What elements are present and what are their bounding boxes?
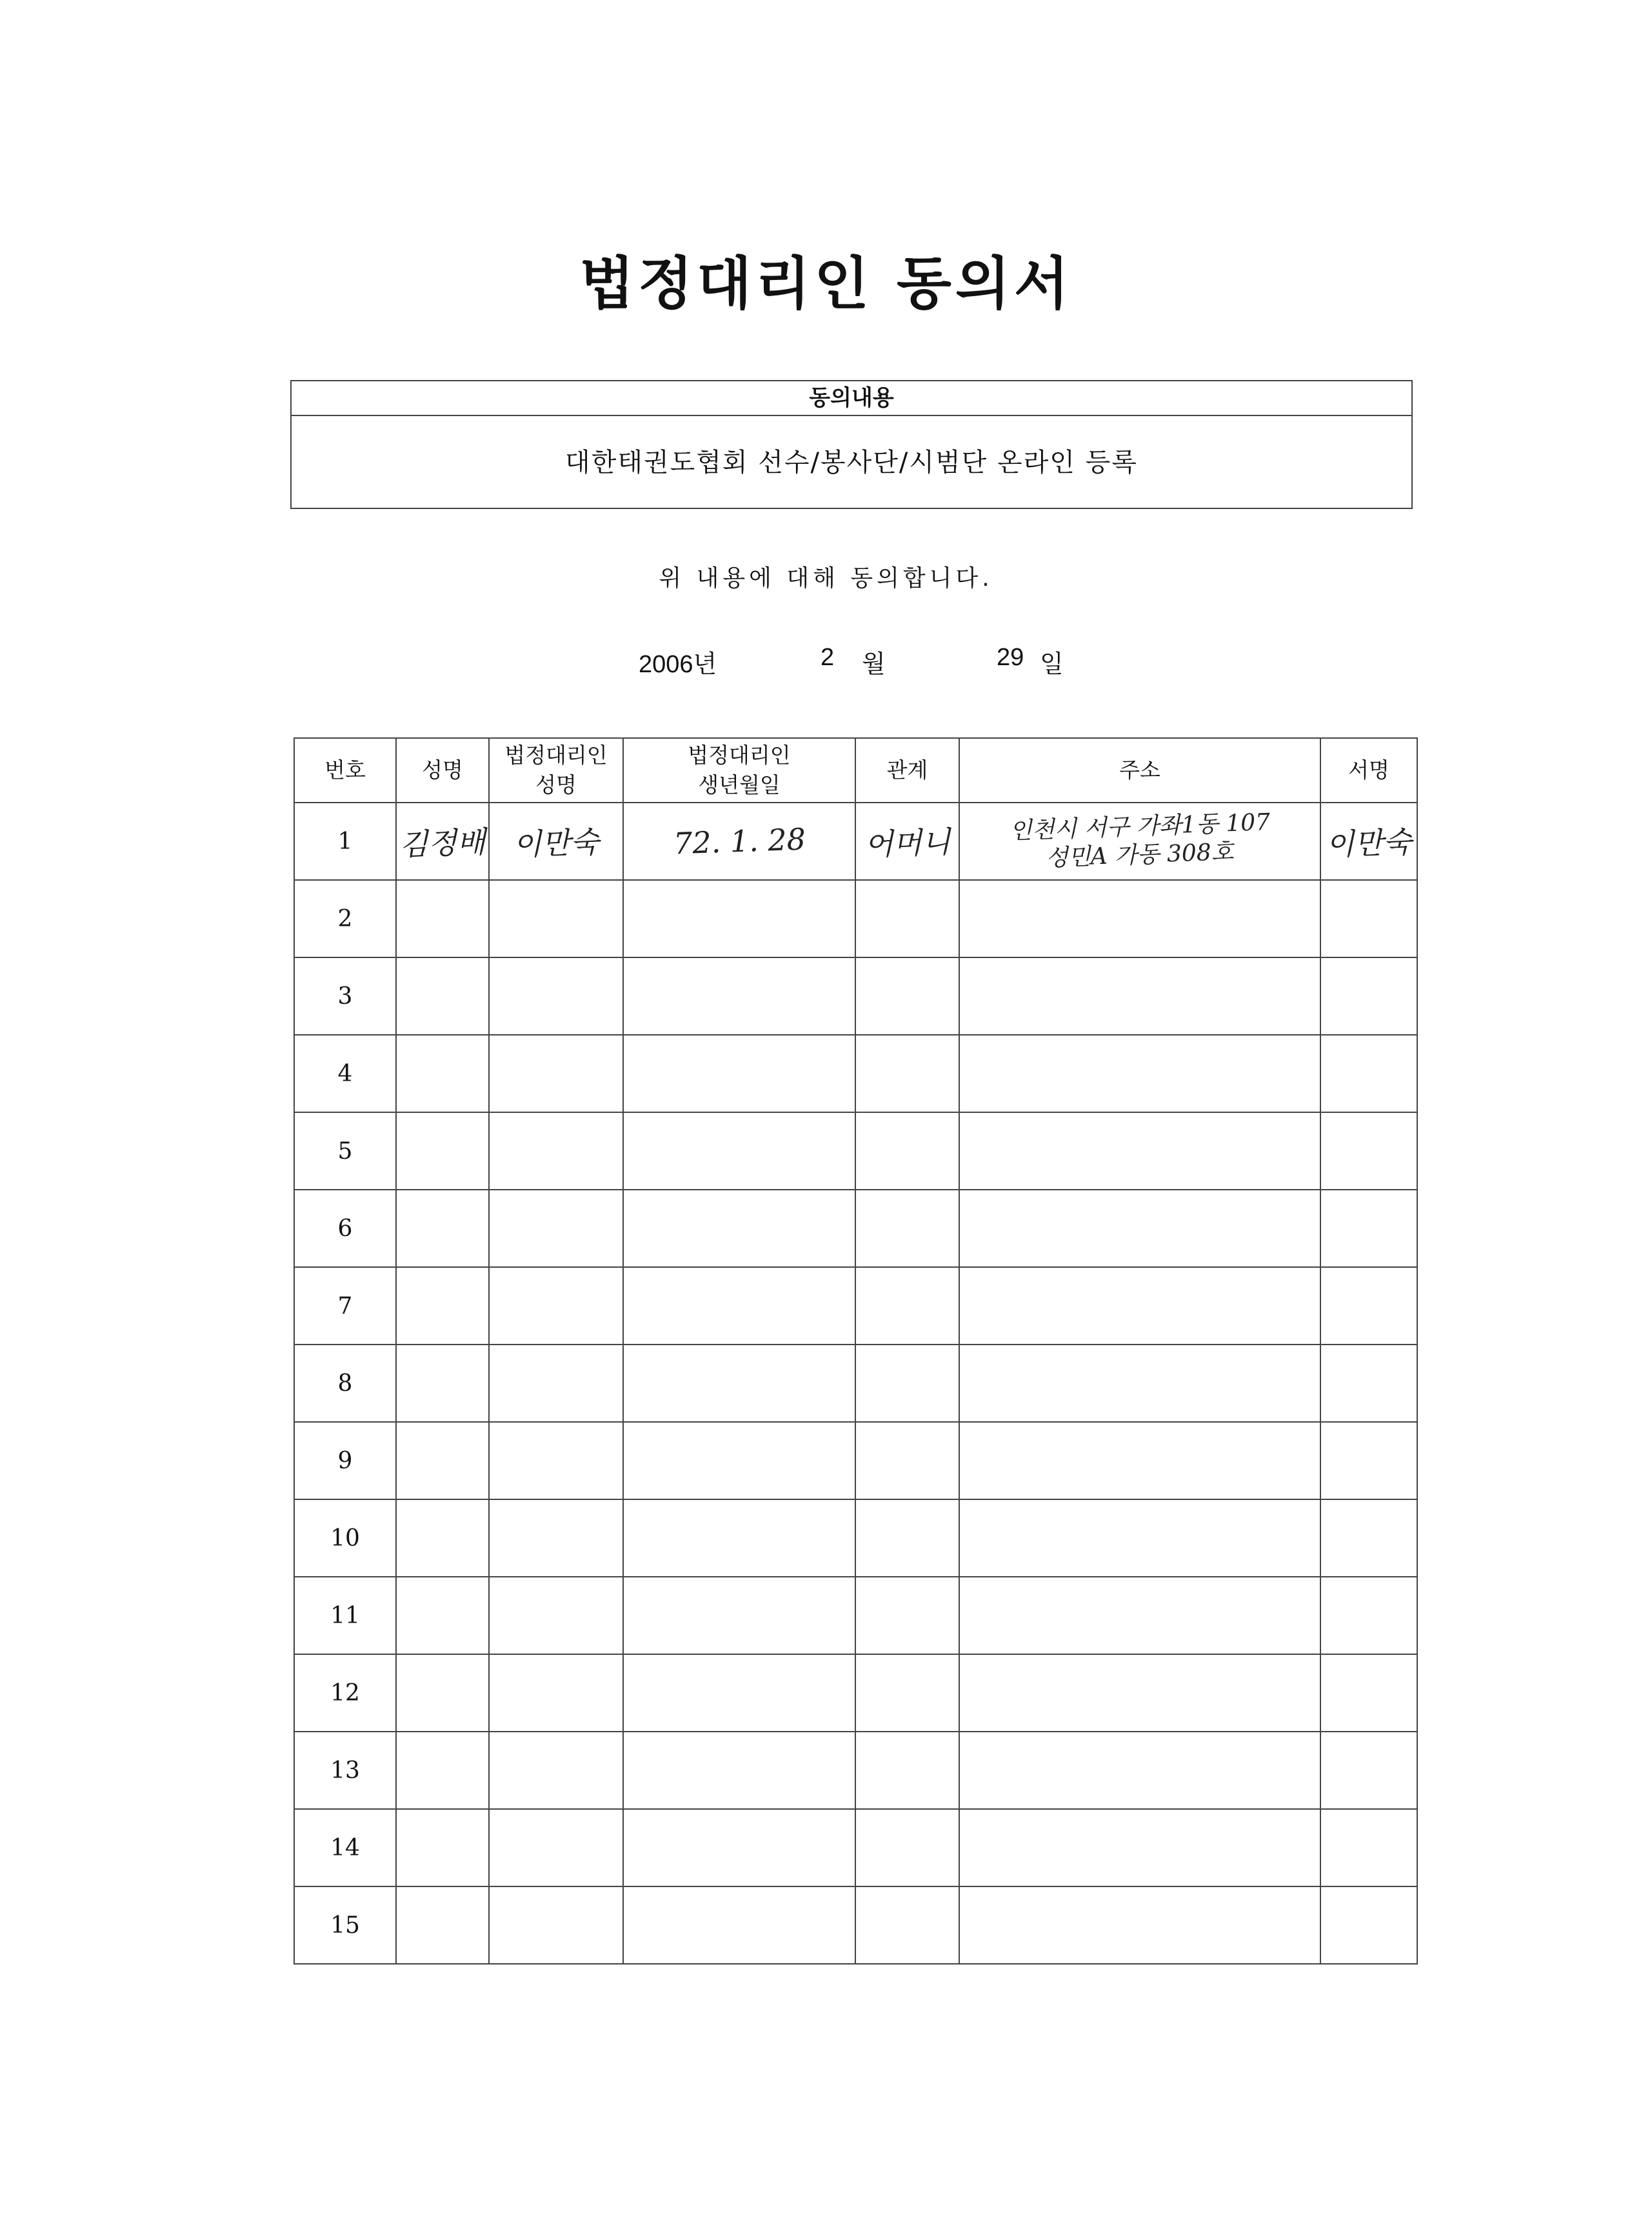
- row-relation: [855, 1732, 959, 1809]
- row-signature: [1320, 1267, 1417, 1345]
- header-guardian-name-line1: 법정대리인: [504, 743, 608, 768]
- row-signature: [1320, 1809, 1417, 1886]
- row-guardian-birth: [623, 957, 855, 1035]
- header-relation: 관계: [855, 738, 959, 803]
- row-address: [959, 1345, 1320, 1422]
- row-guardian-birth: [623, 1422, 855, 1499]
- header-guardian-birth-line1: 법정대리인: [688, 743, 791, 768]
- row-signature: [1320, 803, 1417, 880]
- row-address: [959, 1732, 1320, 1809]
- row-signature: [1320, 1035, 1417, 1112]
- row-signature: [1320, 957, 1417, 1035]
- row-guardian-name: [489, 1809, 623, 1886]
- consent-content: 대한태권도협회 선수/봉사단/시범단 온라인 등록: [565, 448, 1138, 477]
- row-name: [396, 1886, 489, 1964]
- row-name: [396, 1809, 489, 1886]
- row-guardian-name: [489, 1499, 623, 1577]
- row-guardian-name: [489, 1345, 623, 1422]
- row-address: [959, 1654, 1320, 1732]
- table-row: [294, 1809, 1417, 1886]
- row-guardian-birth: [623, 1809, 855, 1886]
- row-number-text: 1: [337, 828, 353, 855]
- row-number: [294, 1809, 396, 1886]
- row-address: [959, 1035, 1320, 1112]
- row-number-text: 2: [337, 905, 353, 932]
- row-address: [959, 880, 1320, 957]
- header-guardian-birth-line2: 생년월일: [698, 772, 781, 797]
- header-signature: 서명: [1320, 738, 1417, 803]
- row-number-text: 11: [330, 1602, 360, 1629]
- row-relation: [855, 1345, 959, 1422]
- row-number: [294, 1732, 396, 1809]
- table-body: [294, 803, 1417, 1964]
- row-number-text: 8: [337, 1370, 353, 1397]
- row-signature: [1320, 1422, 1417, 1499]
- table-row: [294, 1499, 1417, 1577]
- row-guardian-name: [489, 1577, 623, 1654]
- row-number: [294, 1886, 396, 1964]
- table-row: [294, 1732, 1417, 1809]
- row-address: [959, 1190, 1320, 1267]
- row-address: [959, 1112, 1320, 1190]
- row-number-text: 5: [337, 1137, 353, 1165]
- consent-box: [290, 380, 1413, 509]
- row-address-line2: 성민A 가동 308호: [1045, 838, 1235, 872]
- row-number: [294, 1035, 396, 1112]
- row-address-line1: 인천시 서구 가좌1동 107: [1009, 808, 1271, 845]
- row-relation: [855, 1654, 959, 1732]
- table-row: [294, 1654, 1417, 1732]
- row-name: [396, 1654, 489, 1732]
- row-relation: [855, 1035, 959, 1112]
- row-number-text: 14: [330, 1834, 360, 1861]
- row-relation: [855, 1422, 959, 1499]
- table-row: [294, 1422, 1417, 1499]
- row-number: [294, 1654, 396, 1732]
- header-guardian-birth: [623, 738, 855, 803]
- row-name: [396, 1190, 489, 1267]
- row-name: [396, 1345, 489, 1422]
- row-signature: [1320, 880, 1417, 957]
- row-signature: [1320, 1112, 1417, 1190]
- consent-heading: 동의내용: [292, 381, 1411, 416]
- row-number-text: 7: [337, 1292, 353, 1319]
- row-relation: [855, 1190, 959, 1267]
- table-row: [294, 803, 1417, 880]
- row-guardian-name: [489, 1035, 623, 1112]
- row-guardian-birth: [623, 1035, 855, 1112]
- row-number-text: 12: [330, 1679, 360, 1706]
- header-address: 주소: [959, 738, 1320, 803]
- row-name: [396, 1732, 489, 1809]
- header-guardian-name-line2: 성명: [535, 772, 577, 797]
- table-row: [294, 1112, 1417, 1190]
- row-guardian-birth: [623, 803, 855, 880]
- row-guardian-name: [489, 880, 623, 957]
- row-signature: [1320, 1499, 1417, 1577]
- row-guardian-birth: [623, 1267, 855, 1345]
- row-signature: [1320, 1654, 1417, 1732]
- row-address: [959, 1809, 1320, 1886]
- row-number: [294, 1499, 396, 1577]
- table-row: [294, 880, 1417, 957]
- row-signature: [1320, 1345, 1417, 1422]
- date-month-label: 월: [862, 651, 886, 678]
- row-guardian-name: [489, 1422, 623, 1499]
- row-guardian-birth: [623, 880, 855, 957]
- table-row: [294, 1345, 1417, 1422]
- row-number-text: 10: [330, 1525, 360, 1552]
- row-relation: [855, 1267, 959, 1345]
- row-guardian-birth: [623, 1112, 855, 1190]
- row-number-text: 15: [330, 1912, 360, 1939]
- row-relation: [855, 880, 959, 957]
- header-name: 성명: [396, 738, 489, 803]
- row-signature-text: 이만숙: [1325, 824, 1413, 863]
- header-number: 번호: [294, 738, 396, 803]
- header-guardian-name: [489, 738, 623, 803]
- row-name: [396, 1422, 489, 1499]
- row-number: [294, 1345, 396, 1422]
- date-day-value: 29: [997, 644, 1024, 671]
- row-address: [959, 957, 1320, 1035]
- row-signature: [1320, 1577, 1417, 1654]
- guardian-table: [294, 737, 1418, 1965]
- date-month-value: 2: [821, 644, 835, 671]
- row-signature: [1320, 1190, 1417, 1267]
- row-relation-text: 어머니: [864, 824, 951, 863]
- row-guardian-name: [489, 957, 623, 1035]
- row-address: [959, 803, 1320, 880]
- row-guardian-birth: [623, 1886, 855, 1964]
- row-number-text: 6: [337, 1215, 353, 1242]
- row-name: [396, 880, 489, 957]
- row-guardian-birth: [623, 1499, 855, 1577]
- row-address: [959, 1422, 1320, 1499]
- row-relation: [855, 1886, 959, 1964]
- row-number: [294, 803, 396, 880]
- agreement-statement: 위 내용에 대해 동의합니다.: [659, 565, 993, 592]
- row-guardian-birth: [623, 1732, 855, 1809]
- row-number: [294, 1190, 396, 1267]
- row-address: [959, 1577, 1320, 1654]
- row-relation: [855, 1499, 959, 1577]
- row-relation: [855, 1112, 959, 1190]
- row-name: [396, 1035, 489, 1112]
- table-row: [294, 1035, 1417, 1112]
- row-name: [396, 957, 489, 1035]
- row-address: [959, 1267, 1320, 1345]
- row-relation: [855, 1809, 959, 1886]
- row-guardian-name-text: 이만숙: [512, 824, 600, 863]
- table-row: [294, 1190, 1417, 1267]
- row-number-text: 4: [337, 1060, 353, 1087]
- table-row: [294, 1577, 1417, 1654]
- row-guardian-name: [489, 1112, 623, 1190]
- row-number: [294, 1112, 396, 1190]
- row-name: [396, 1112, 489, 1190]
- row-guardian-birth-text: 72. 1. 28: [672, 821, 806, 861]
- row-guardian-birth: [623, 1577, 855, 1654]
- table-row: [294, 957, 1417, 1035]
- table-header-row: [294, 738, 1417, 803]
- row-number: [294, 957, 396, 1035]
- row-guardian-birth: [623, 1345, 855, 1422]
- row-number: [294, 1267, 396, 1345]
- row-guardian-name: [489, 803, 623, 880]
- date-day-label: 일: [1040, 651, 1064, 678]
- table-row: [294, 1886, 1417, 1964]
- document-title: 법정대리인 동의서: [579, 250, 1073, 317]
- row-guardian-birth: [623, 1654, 855, 1732]
- row-relation: [855, 1577, 959, 1654]
- row-name: [396, 1499, 489, 1577]
- row-guardian-name: [489, 1190, 623, 1267]
- row-guardian-birth: [623, 1190, 855, 1267]
- row-guardian-name: [489, 1267, 623, 1345]
- date-year: 2006년: [639, 651, 717, 678]
- row-address: [959, 1499, 1320, 1577]
- row-number: [294, 1577, 396, 1654]
- row-name: [396, 803, 489, 880]
- row-relation: [855, 803, 959, 880]
- table-row: [294, 1267, 1417, 1345]
- row-number-text: 9: [337, 1447, 353, 1474]
- row-guardian-name: [489, 1654, 623, 1732]
- row-signature: [1320, 1732, 1417, 1809]
- row-guardian-name: [489, 1886, 623, 1964]
- row-signature: [1320, 1886, 1417, 1964]
- row-number: [294, 880, 396, 957]
- row-guardian-name: [489, 1732, 623, 1809]
- row-name: [396, 1267, 489, 1345]
- row-number-text: 13: [330, 1757, 360, 1784]
- row-number-text: 3: [337, 983, 353, 1010]
- row-number: [294, 1422, 396, 1499]
- row-name-text: 김정배: [399, 824, 486, 863]
- row-name: [396, 1577, 489, 1654]
- row-address: [959, 1886, 1320, 1964]
- row-relation: [855, 957, 959, 1035]
